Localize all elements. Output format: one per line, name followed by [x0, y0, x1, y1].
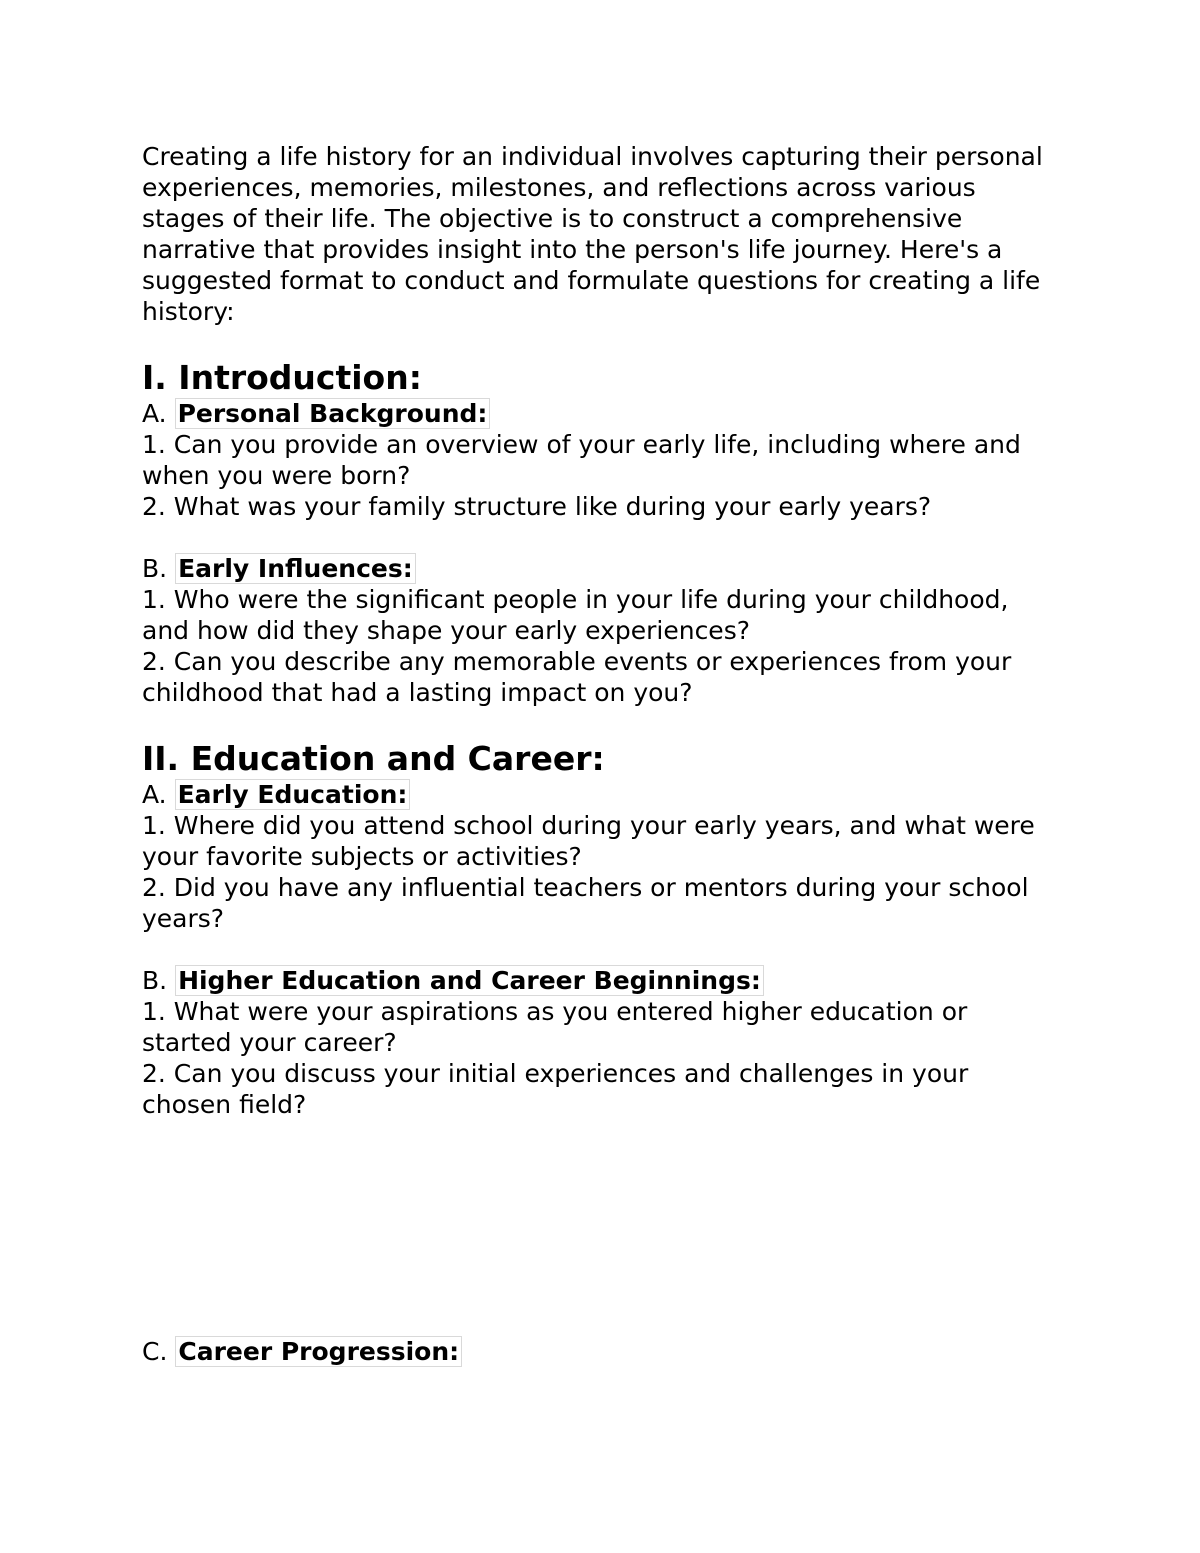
subsection-heading-higher-education	[142, 965, 1062, 996]
spacer	[142, 708, 1062, 739]
subsection-letter: A.	[142, 780, 167, 809]
question-item: 1. Who were the significant people in your life during your childhood, and how did they shape your early experiences?	[142, 585, 1009, 645]
subsection-letter: A.	[142, 399, 167, 428]
subsection-heading-personal-background	[142, 398, 1062, 429]
spacer	[142, 522, 1062, 553]
section-heading-education-career: II. Education and Career:	[142, 739, 605, 778]
question-item: 2. Can you describe any memorable events or experiences from your childhood that had a lasting impact on you?	[142, 647, 1012, 707]
question-item: 1. Can you provide an overview of your early life, including where and when you were born?	[142, 430, 1021, 490]
subsection-letter: C.	[142, 1337, 168, 1366]
subsection-heading-early-influences	[142, 553, 1062, 584]
subsection-heading-career-progression	[142, 1336, 1062, 1367]
subsection-letter: B.	[142, 966, 168, 995]
question-item: 1. What were your aspirations as you entered higher education or started your career?	[142, 997, 968, 1057]
section-heading-introduction: I. Introduction:	[142, 358, 422, 397]
page-gap	[142, 1120, 1062, 1336]
subsection-title: Early Influences:	[175, 553, 416, 584]
subsection-title: Higher Education and Career Beginnings:	[175, 965, 764, 996]
question-item: 2. What was your family structure like during your early years?	[142, 492, 932, 521]
subsection-title: Career Progression:	[175, 1336, 462, 1367]
subsection-heading-early-education	[142, 779, 1062, 810]
question-item: 1. Where did you attend school during your early years, and what were your favorite subjects or activities?	[142, 811, 1035, 871]
spacer	[142, 934, 1062, 965]
subsection-title: Early Education:	[175, 779, 411, 810]
intro-paragraph: Creating a life history for an individual involves capturing their personal experiences, memories, milestones, and reflections across various stages of their life. The objective is to construct a comprehensive narrative that provides insight into the person's life journey. Here's a suggested format to conduct and formulate questions for creating a life history:	[142, 142, 1043, 326]
subsection-title: Personal Background:	[175, 398, 491, 429]
subsection-letter: B.	[142, 554, 168, 583]
document-page	[142, 141, 1062, 1367]
question-item: 2. Did you have any influential teachers or mentors during your school years?	[142, 873, 1029, 933]
question-item: 2. Can you discuss your initial experiences and challenges in your chosen field?	[142, 1059, 969, 1119]
spacer	[142, 327, 1062, 358]
